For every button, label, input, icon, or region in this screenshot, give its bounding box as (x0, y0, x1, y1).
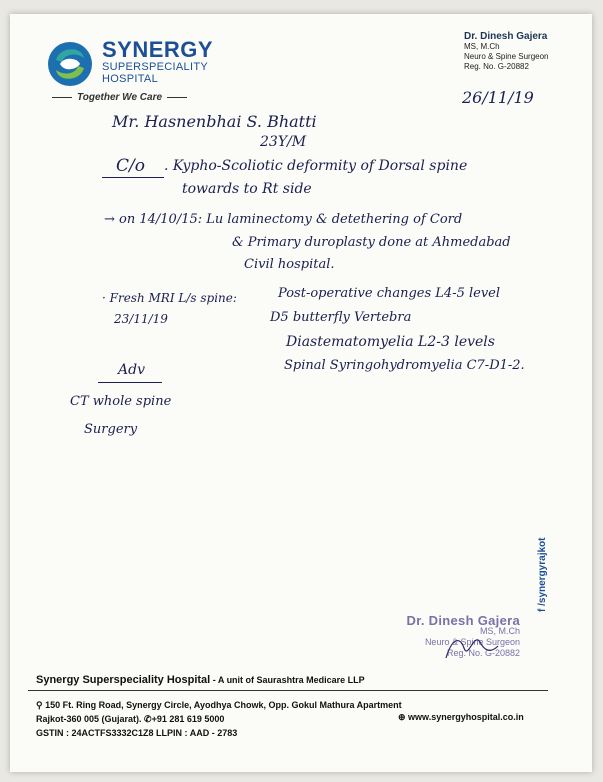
footer-address (36, 698, 402, 740)
doctor-name: Dr. Dinesh Gajera (464, 31, 548, 42)
history-line-3: Civil hospital. (244, 257, 335, 272)
history-line-2: & Primary duroplasty done at Ahmedabad (232, 235, 511, 250)
footer-address-line-2: Rajkot-360 005 (Gujarat). ✆+91 281 619 5000 (36, 714, 225, 724)
tagline-rule (52, 97, 72, 98)
mri-finding-2: D5 butterfly Vertebra (270, 310, 412, 325)
complaint-line-2: towards to Rt side (182, 181, 312, 197)
signature-icon (442, 628, 502, 668)
brand-sub-line-2: HOSPITAL (102, 73, 158, 85)
advice-line-1: CT whole spine (70, 394, 172, 409)
mri-finding-3: Diastematomyelia L2-3 levels (286, 334, 495, 350)
note-date: 26/11/19 (462, 88, 534, 107)
advice-label: Adv (118, 362, 145, 378)
doctor-degree: MS, M.Ch (464, 42, 500, 51)
stamp-name: Dr. Dinesh Gajera (406, 613, 520, 628)
advice-underline (98, 382, 162, 383)
tagline-rule (167, 97, 187, 98)
footer-address-line-1: 150 Ft. Ring Road, Synergy Circle, Ayodhya Chowk, Opp. Gokul Mathura Apartment (45, 700, 402, 710)
brand-sub-line-1: SUPERSPECIALITY (102, 61, 208, 73)
footer-gstin: GSTIN : 24ACTFS3332C1Z8 LLPIN : AAD - 2783 (36, 728, 238, 738)
patient-name: Mr. Hasnenbhai S. Bhatti (112, 112, 317, 131)
stamp-degree: MS, M.Ch (479, 626, 520, 636)
mri-label: · Fresh MRI L/s spine: (102, 291, 237, 305)
doctor-header (464, 32, 549, 72)
co-label: C/o (116, 156, 145, 176)
brand-subtitle (102, 61, 208, 85)
tagline (52, 92, 187, 103)
social-handle: f /synergyrajkot (537, 537, 548, 612)
stamp-reg: Reg. No. G-20882 (446, 648, 520, 658)
brand-name: SYNERGY (102, 37, 214, 62)
mri-finding-1: Post-operative changes L4-5 level (278, 286, 501, 301)
co-underline (102, 177, 164, 178)
complaint-line-1: . Kypho-Scoliotic deformity of Dorsal spine (164, 158, 468, 174)
doctor-specialty: Neuro & Spine Surgeon (464, 52, 549, 61)
tagline-text: Together We Care (77, 92, 163, 103)
doctor-reg: Reg. No. G-20882 (464, 62, 529, 71)
mri-date: 23/11/19 (114, 312, 168, 326)
mri-finding-4: Spinal Syringohydromyelia C7-D1-2. (284, 358, 525, 373)
footer-divider (28, 690, 548, 691)
location-pin-icon: ⚲ (36, 700, 46, 710)
footer-website: ⊕ www.synergyhospital.co.in (398, 712, 524, 722)
footer-hospital-title (36, 674, 365, 686)
patient-age-sex: 23Y/M (260, 134, 307, 150)
stamp-specialty: Neuro & Spine Surgeon (424, 637, 520, 647)
advice-line-2: Surgery (84, 422, 138, 437)
footer-hospital-name: Synergy Superspeciality Hospital (36, 674, 211, 686)
footer-unit: - A unit of Saurashtra Medicare LLP (210, 675, 365, 685)
history-line-1: → on 14/10/15: Lu laminectomy & detethering of Cord (104, 212, 463, 227)
synergy-logo-icon (46, 40, 94, 88)
